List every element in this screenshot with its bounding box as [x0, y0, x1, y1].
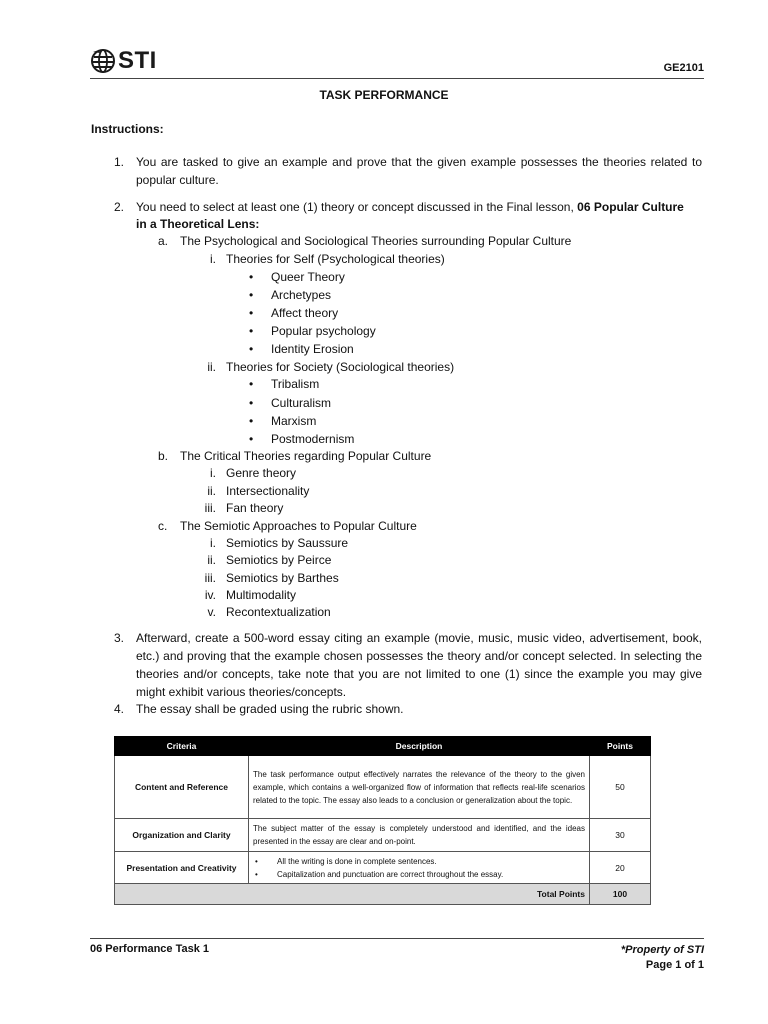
footer-divider [90, 938, 704, 939]
item-three-text: Afterward, create a 500-word essay citing an example (movie, music, music video, advertisement, book, etc.) and proving that the example chosen possesses the theory and/or concept selected. In selecting the theories and/or concepts, take note that you are not limited to one (1) since the example you may give might exhibit various theories/concepts. [136, 631, 702, 699]
column-header: Points [590, 737, 651, 756]
list-item: Affect theory [271, 306, 339, 320]
roman-label: v. [207, 605, 216, 619]
list-item: Marxism [271, 414, 317, 428]
bullet-icon: • [249, 396, 254, 410]
column-header: Criteria [115, 737, 249, 756]
total-row [115, 884, 651, 905]
list-item: Culturalism [271, 396, 332, 410]
page-number: Page 1 of 1 [645, 959, 704, 971]
theories-for-society: Theories for Society (Sociological theories) [226, 360, 455, 374]
course-code: GE2101 [663, 62, 704, 74]
roman-label: i. [210, 536, 216, 550]
description-cell [249, 852, 590, 884]
rubric-table [114, 736, 651, 905]
bullet-icon: • [249, 377, 254, 391]
roman-label: i. [210, 466, 216, 480]
globe-icon [90, 47, 116, 75]
property-notice: *Property of STI [620, 944, 704, 956]
list-item: Genre theory [226, 466, 297, 480]
criteria-cell: Content and Reference [115, 756, 249, 819]
bullet-icon: • [249, 270, 254, 284]
points-cell: 50 [590, 756, 651, 819]
bullet-icon: • [255, 856, 258, 866]
sub-label-b: b. [158, 449, 169, 463]
item-number: 4. [113, 702, 124, 716]
bullet-icon: • [249, 342, 254, 356]
list-item: Semiotics by Saussure [226, 536, 349, 550]
total-label: Total Points [115, 884, 590, 905]
roman-label: ii. [207, 484, 216, 498]
list-item: Semiotics by Barthes [226, 571, 339, 585]
footer-right [621, 943, 704, 973]
list-item: Postmodernism [271, 432, 355, 446]
sub-heading-a: The Psychological and Sociological Theories surrounding Popular Culture [180, 234, 572, 248]
sub-heading-b: The Critical Theories regarding Popular Culture [180, 449, 432, 463]
footer-title: 06 Performance Task 1 [90, 943, 210, 955]
page-title: TASK PERFORMANCE [319, 88, 449, 102]
header-divider [90, 78, 704, 79]
description-cell: The subject matter of the essay is completely understood and identified, and the ideas presented in the essay are clear and on-point. [249, 819, 590, 852]
list-item: • Capitalization and punctuation are correct throughout the essay. [255, 869, 504, 879]
item-number: 2. [113, 200, 124, 214]
total-value: 100 [590, 884, 651, 905]
list-item: Multimodality [226, 588, 297, 602]
list-item: Identity Erosion [271, 342, 354, 356]
list-item: Semiotics by Peirce [226, 553, 332, 567]
list-item: Tribalism [271, 377, 320, 391]
criteria-cell: Organization and Clarity [115, 819, 249, 852]
item-four-text: The essay shall be graded using the rubric shown. [136, 702, 404, 716]
bullet-icon: • [249, 414, 254, 428]
logo-text: STI [118, 47, 157, 74]
table-header-row [115, 737, 651, 756]
theories-for-self: Theories for Self (Psychological theories) [226, 252, 445, 266]
bullet-icon: • [249, 324, 254, 338]
table-row [115, 852, 651, 884]
bullet-icon: • [249, 306, 254, 320]
description-cell: The task performance output effectively narrates the relevance of the theory to the given example, which contains a well-organized flow of information that reflects real-life scenarios related to the topic. The essay also leads to a conclusion or generalization about the topic. [249, 756, 590, 819]
bullet-icon: • [255, 869, 258, 879]
points-cell: 20 [590, 852, 651, 884]
list-item: • All the writing is done in complete sentences. [255, 856, 437, 866]
column-header: Description [249, 737, 590, 756]
list-item: Intersectionality [226, 484, 310, 498]
roman-label: iii. [204, 571, 216, 585]
sti-logo [90, 46, 157, 76]
roman-label: iv. [204, 588, 216, 602]
list-item: Recontextualization [226, 605, 331, 619]
bullet-icon: • [249, 288, 254, 302]
sub-label-a: a. [158, 234, 169, 248]
item-number: 3. [113, 631, 124, 645]
item-number: 1. [113, 155, 124, 169]
sub-label-c: c. [158, 519, 168, 533]
table-row [115, 819, 651, 852]
roman-label: i. [210, 252, 216, 266]
roman-label: iii. [204, 501, 216, 515]
criteria-cell: Presentation and Creativity [115, 852, 249, 884]
item-two-prefix: You need to select at least one (1) theory or concept discussed in the Final lesson, [136, 200, 574, 214]
points-cell: 30 [590, 819, 651, 852]
instructions-label: Instructions: [91, 122, 164, 136]
list-item: Queer Theory [271, 270, 345, 284]
list-item: Archetypes [271, 288, 332, 302]
item-two-line1 [136, 198, 684, 216]
list-item: Popular psychology [271, 324, 376, 338]
item-one-text: You are tasked to give an example and prove that the given example possesses the theories related to popular culture. [136, 155, 702, 187]
roman-label: ii. [207, 553, 216, 567]
list-item: Fan theory [226, 501, 284, 515]
bullet-icon: • [249, 432, 254, 446]
sub-heading-c: The Semiotic Approaches to Popular Culture [180, 519, 417, 533]
table-row [115, 756, 651, 819]
lesson-title-part1: 06 Popular Culture [577, 200, 684, 214]
roman-label: ii. [207, 360, 216, 374]
lesson-title-part2: in a Theoretical Lens: [136, 217, 260, 231]
